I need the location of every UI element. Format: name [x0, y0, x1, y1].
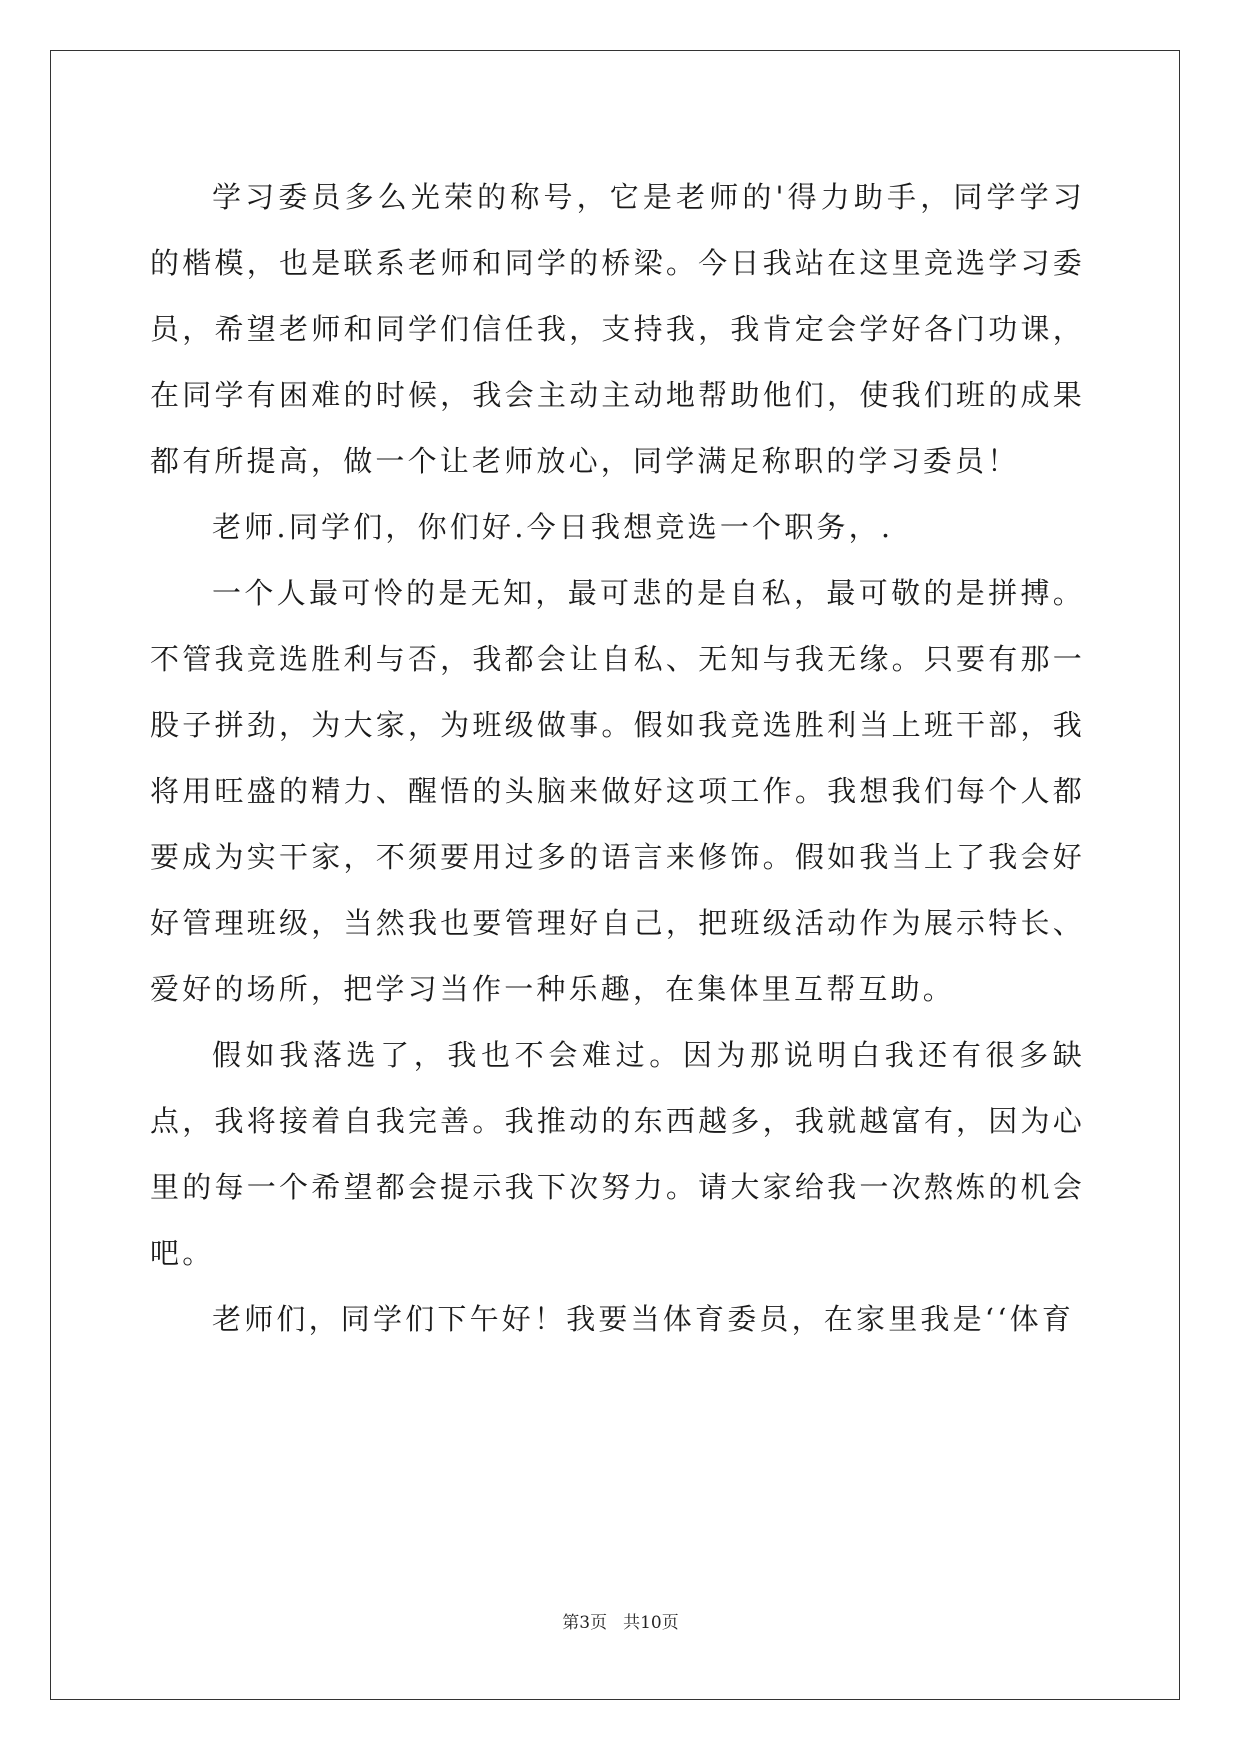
paragraph-3: 一个人最可怜的是无知，最可悲的是自私，最可敬的是拼搏。不管我竞选胜利与否，我都会让自私、无知与我无缘。只要有那一股子拼劲，为大家，为班级做事。假如我竞选胜利当上班干部，我将用旺盛的精力、醒悟的头脑来做好这项工作。我想我们每个人都要成为实干家，不须要用过多的语言来修饰。假如我当上了我会好好管理班级，当然我也要管理好自己，把班级活动作为展示特长、爱好的场所，把学习当作一种乐趣，在集体里互帮互助。: [150, 576, 1085, 1006]
paragraph-2: 老师.同学们，你们好.今日我想竞选一个职务，.: [212, 510, 894, 544]
page-footer: [0, 1608, 1241, 1633]
paragraph-1: 学习委员多么光荣的称号，它是老师的'得力助手，同学学习的楷模，也是联系老师和同学的桥梁。今日我站在这里竞选学习委员，希望老师和同学们信任我，支持我，我肯定会学好各门功课，在同学有困难的时候，我会主动主动地帮助他们，使我们班的成果都有所提高，做一个让老师放心，同学满足称职的学习委员！: [150, 180, 1085, 478]
page-total: 共10页: [623, 1613, 679, 1633]
paragraph-4: 假如我落选了，我也不会难过。因为那说明白我还有很多缺点，我将接着自我完善。我推动的东西越多，我就越富有，因为心里的每一个希望都会提示我下次努力。请大家给我一次熬炼的机会吧。: [150, 1038, 1085, 1270]
document-body: [150, 164, 1085, 1352]
page-number: 第3页: [562, 1613, 608, 1633]
paragraph-5: 老师们，同学们下午好！我要当体育委员，在家里我是‘‘体育: [212, 1302, 1075, 1336]
